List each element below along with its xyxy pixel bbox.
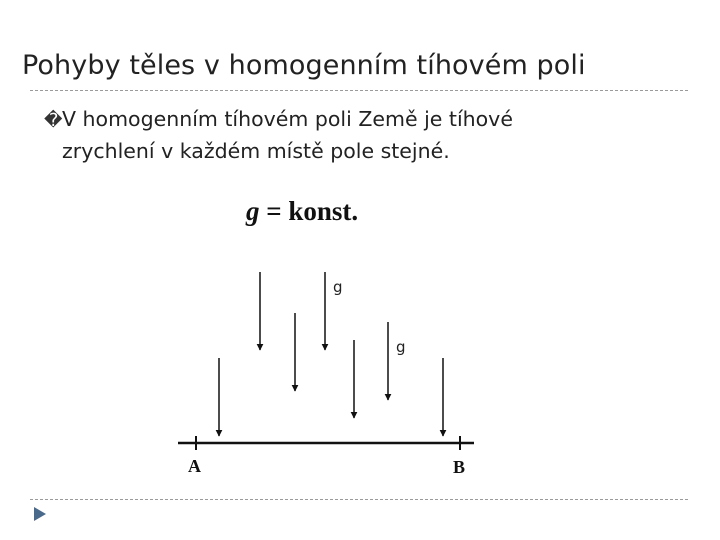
point-a-label: A: [188, 456, 201, 476]
next-slide-arrow-icon[interactable]: [33, 506, 47, 522]
vector-label: g: [333, 278, 343, 296]
footer-divider: [30, 499, 688, 500]
vector-label: g: [396, 338, 406, 356]
bullet-line-1: V homogenním tíhovém poli Země je tíhové: [62, 107, 513, 131]
bullet-marker: �: [44, 110, 63, 131]
bullet-line-2: zrychlení v každém místě pole stejné.: [62, 139, 450, 163]
formula-variable: g: [246, 196, 260, 226]
point-b-label: B: [453, 457, 466, 477]
slide-title: Pohyby těles v homogenním tíhovém poli: [22, 50, 586, 81]
formula-rest: = konst.: [259, 196, 359, 226]
